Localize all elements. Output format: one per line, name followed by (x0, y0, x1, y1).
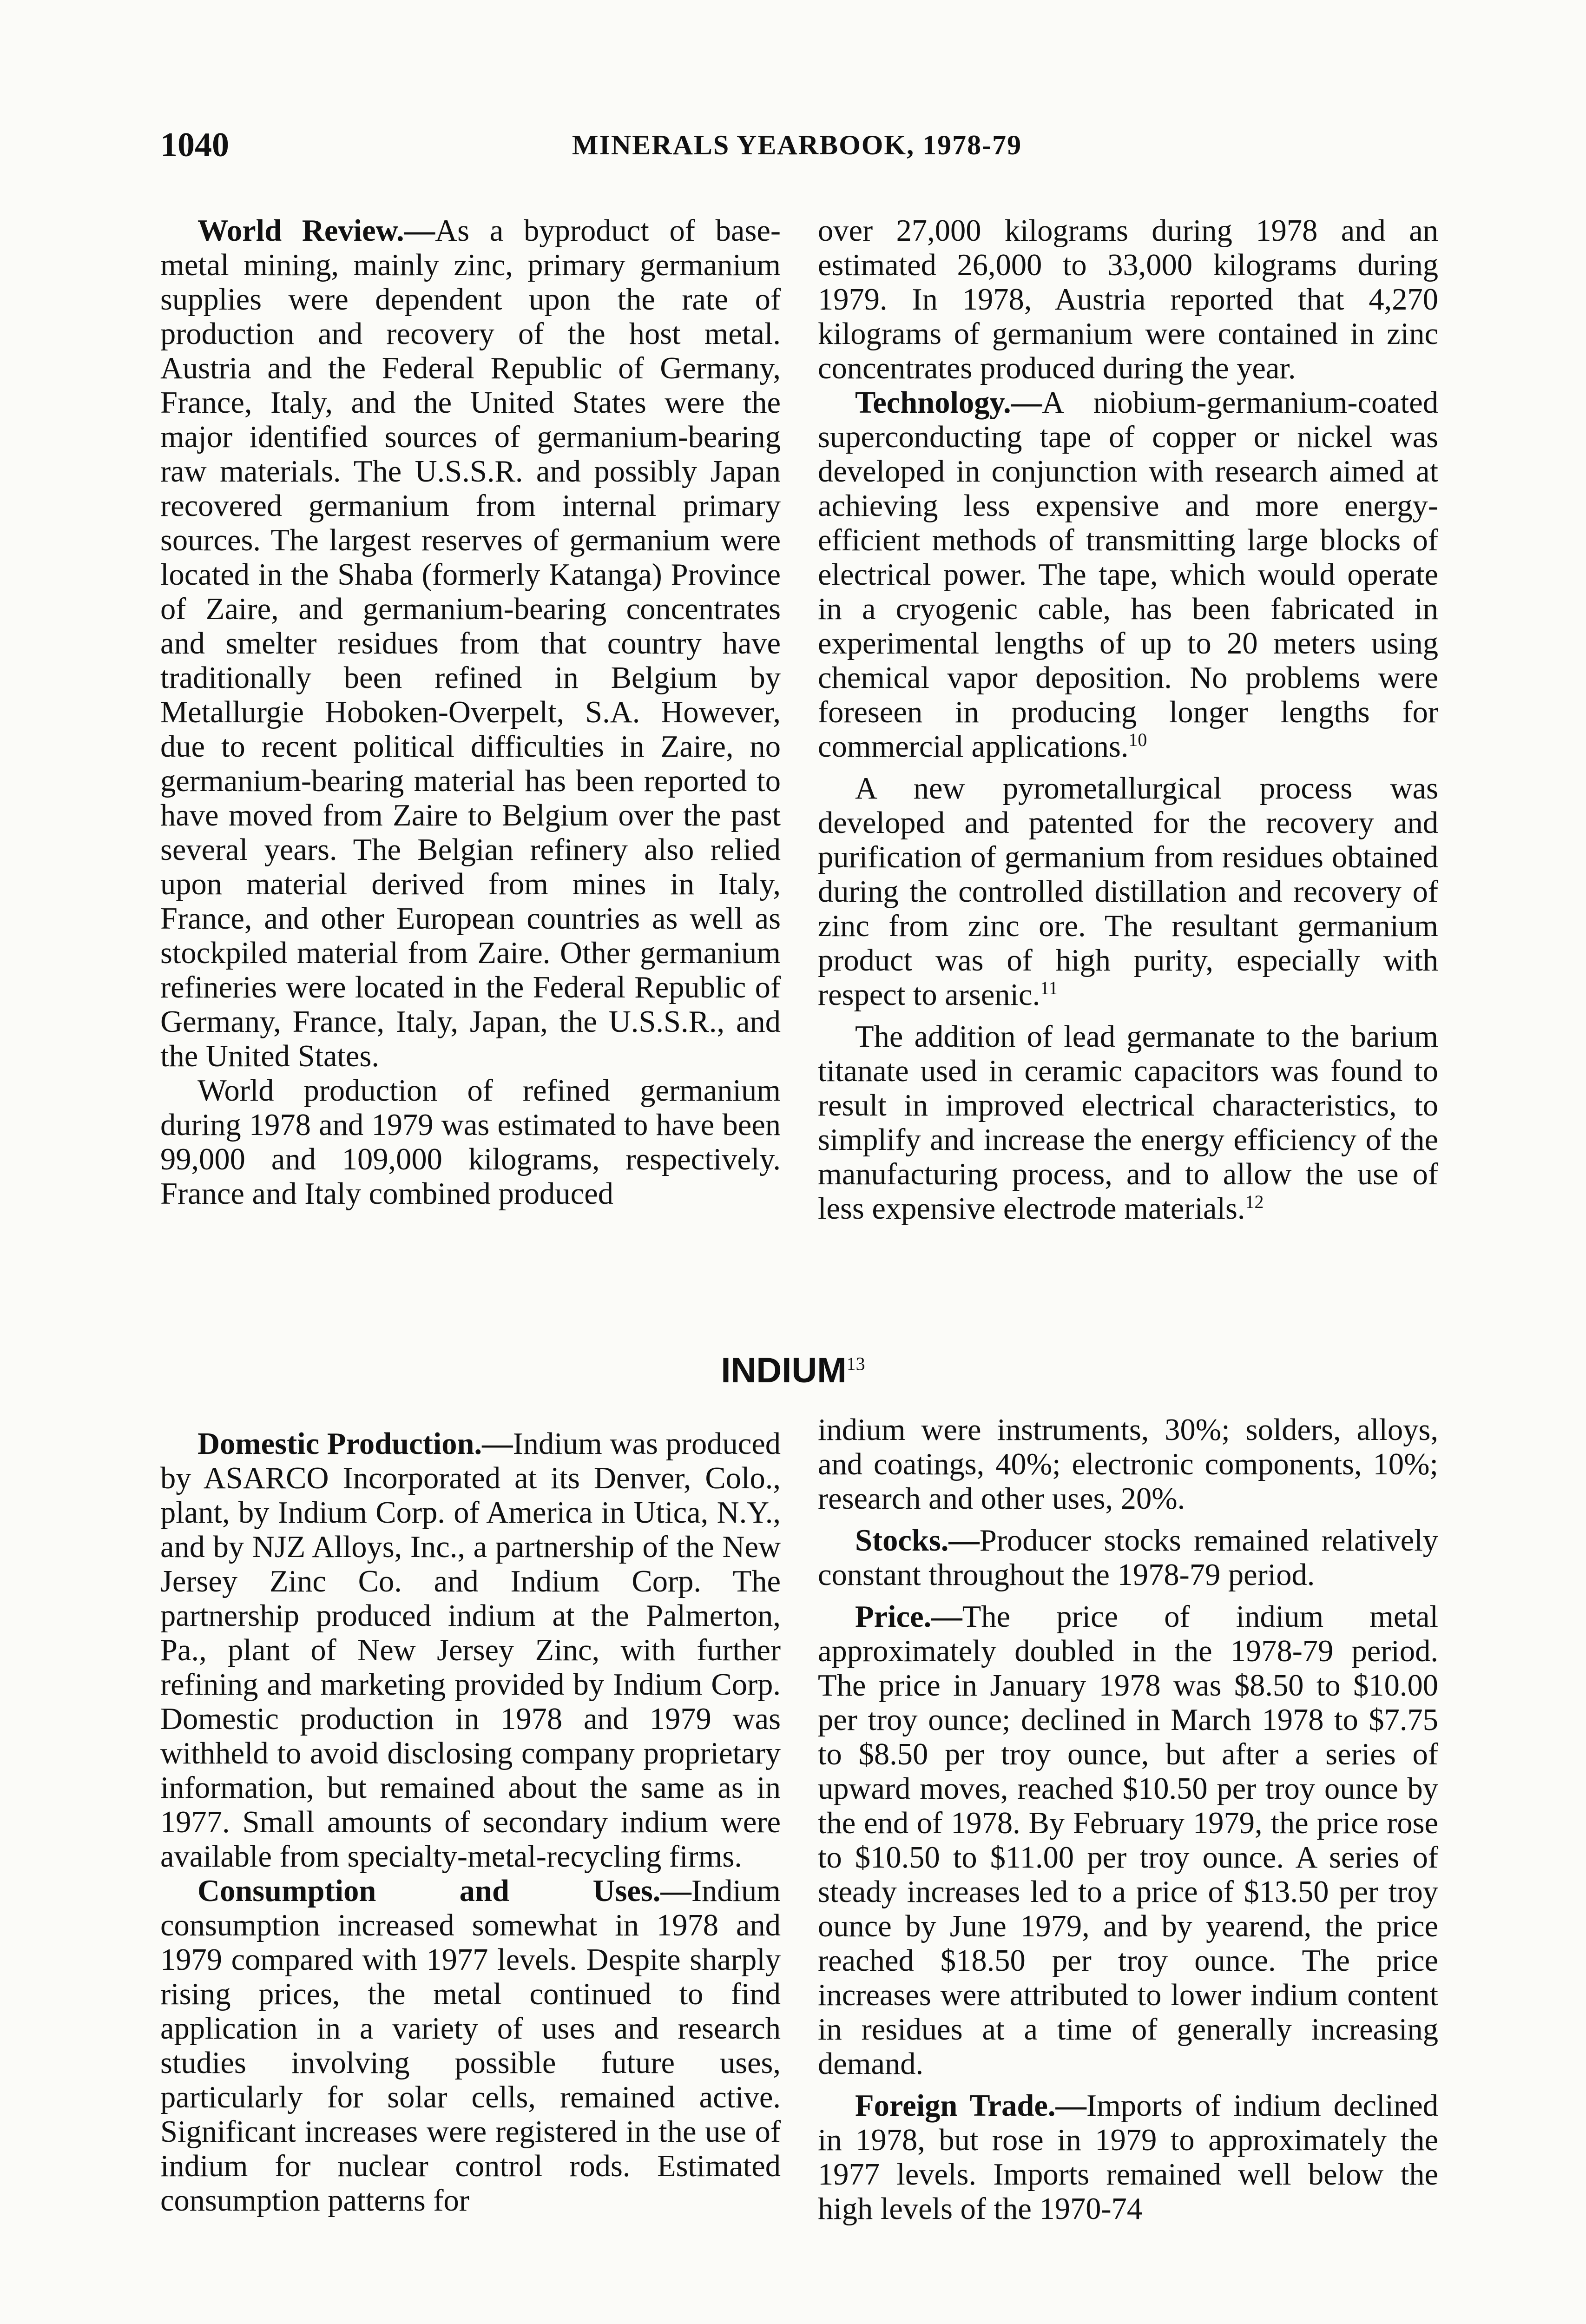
stocks-paragraph: Stocks.—Producer stocks remained relatively constant throughout the 1978-79 period. (818, 1524, 1438, 1592)
stocks-heading: Stocks.— (855, 1524, 980, 1558)
germanium-right-column (818, 214, 1438, 1226)
pyrometallurgical-paragraph: A new pyrometallurgical process was developed and patented for the recovery and purification of germanium from residues obtained during the controlled distillation and recovery of zinc from zinc ore. The resultant germanium product was of high purity, especially with respect to arsenic.$^{11}$ (818, 772, 1438, 1012)
footnote-ref: 13 (846, 1353, 865, 1374)
technology-heading: Technology.— (855, 386, 1042, 420)
footnote-ref: 10 (1128, 729, 1147, 750)
consumption-continued: indium were instruments, 30%; solders, alloys, and coatings, 40%; electronic components, 10%; research and other uses, 20%. (818, 1413, 1438, 1516)
lead-germanate-paragraph: The addition of lead germanate to the barium titanate used in ceramic capacitors was found to result in improved electrical characteristics, to simplify and increase the energy efficiency of the manufacturing process, and to allow the use of less expensive electrode materials.$^{12}$ (818, 1020, 1438, 1226)
germanium-left-column (160, 214, 781, 1211)
indium-right-column (818, 1413, 1438, 2226)
footnote-ref: 11 (1040, 977, 1058, 998)
indium-section-title: INDIUM$^{13}$ (721, 1351, 865, 1390)
consumption-paragraph: Consumption and Uses.—Indium consumption increased somewhat in 1978 and 1979 compared with 1977 levels. Despite sharply rising prices, the metal continued to find application in a variety of uses and research studies involving possible future uses, particularly for solar cells, remained active. Significant increases were registered in the use of indium for nuclear control rods. Estimated consumption patterns for (160, 1874, 781, 2218)
foreign-trade-heading: Foreign Trade.— (855, 2089, 1087, 2123)
domestic-production-paragraph: Domestic Production.—Indium was produced by ASARCO Incorporated at its Denver, Colo., plant, by Indium Corp. of America in Utica, N.Y., and by NJZ Alloys, Inc., a partnership of the New Jersey Zinc Co. and Indium Corp. The partnership produced indium at the Palmerton, Pa., plant of New Jersey Zinc, with further refining and marketing provided by Indium Corp. Domestic production in 1978 and 1979 was withheld to avoid disclosing company proprietary information, but remained about the same as in 1977. Small amounts of secondary indium were available from specialty-metal-recycling firms. (160, 1427, 781, 1874)
price-paragraph: Price.—The price of indium metal approximately doubled in the 1978-79 period. The price in January 1978 was $8.50 to $10.00 per troy ounce; declined in March 1978 to $7.75 to $8.50 per troy ounce, but after a series of upward moves, reached $10.50 per troy ounce by the end of 1978. By February 1979, the price rose to $10.50 to $11.00 per troy ounce. A series of steady increases led to a price of $13.50 per troy ounce by June 1979, and by yearend, the price reached $18.50 per troy ounce. The price increases were attributed to lower indium content in residues at a time of generally increasing demand. (818, 1600, 1438, 2081)
page-number: 1040 (160, 126, 229, 164)
world-review-heading: World Review.— (197, 214, 435, 248)
indium-left-column (160, 1427, 781, 2218)
world-review-paragraph: World Review.—As a byproduct of base-metal mining, mainly zinc, primary germanium supplies were dependent upon the rate of production and recovery of the host metal. Austria and the Federal Republic of Germany, France, Italy, and the United States were the major identified sources of germanium-bearing raw materials. The U.S.S.R. and possibly Japan recovered germanium from internal primary sources. The largest reserves of germanium were located in the Shaba (formerly Katanga) Province of Zaire, and germanium-bearing concentrates and smelter residues from that country have traditionally been refined in Belgium by Metallurgie Hoboken-Overpelt, S.A. However, due to recent political difficulties in Zaire, no germanium-bearing material has been reported to have moved from Zaire to Belgium over the past several years. The Belgian refinery also relied upon material derived from mines in Italy, France, and other European countries as well as stockpiled material from Zaire. Other germanium refineries were located in the Federal Republic of Germany, France, Italy, Japan, the U.S.S.R., and the United States. (160, 214, 781, 1073)
running-title: MINERALS YEARBOOK, 1978-79 (572, 130, 1022, 160)
page-header (160, 125, 1434, 177)
world-production-paragraph: World production of refined germanium during 1978 and 1979 was estimated to have been 99,000 and 109,000 kilograms, respectively. France and Italy combined produced (160, 1074, 781, 1211)
footnote-ref: 12 (1245, 1191, 1264, 1212)
world-production-continued: over 27,000 kilograms during 1978 and an estimated 26,000 to 33,000 kilograms during 1979. In 1978, Austria reported that 4,270 kilograms of germanium were contained in zinc concentrates produced during the year. (818, 214, 1438, 385)
domestic-production-heading: Domestic Production.— (197, 1427, 513, 1461)
consumption-heading: Consumption and Uses.— (197, 1874, 691, 1908)
technology-paragraph: Technology.—A niobium-germanium-coated superconducting tape of copper or nickel was developed in conjunction with research aimed at achieving less expensive and more energy-efficient methods of transmitting large blocks of electrical power. The tape, which would operate in a cryogenic cable, has been fabricated in experimental lengths of up to 20 meters using chemical vapor deposition. No problems were foreseen in producing longer lengths for commercial applications.$^{10}$ (818, 386, 1438, 764)
price-heading: Price.— (855, 1600, 962, 1634)
foreign-trade-paragraph: Foreign Trade.—Imports of indium declined in 1978, but rose in 1979 to approximately the 1977 levels. Imports remained well below the high levels of the 1970-74 (818, 2089, 1438, 2226)
